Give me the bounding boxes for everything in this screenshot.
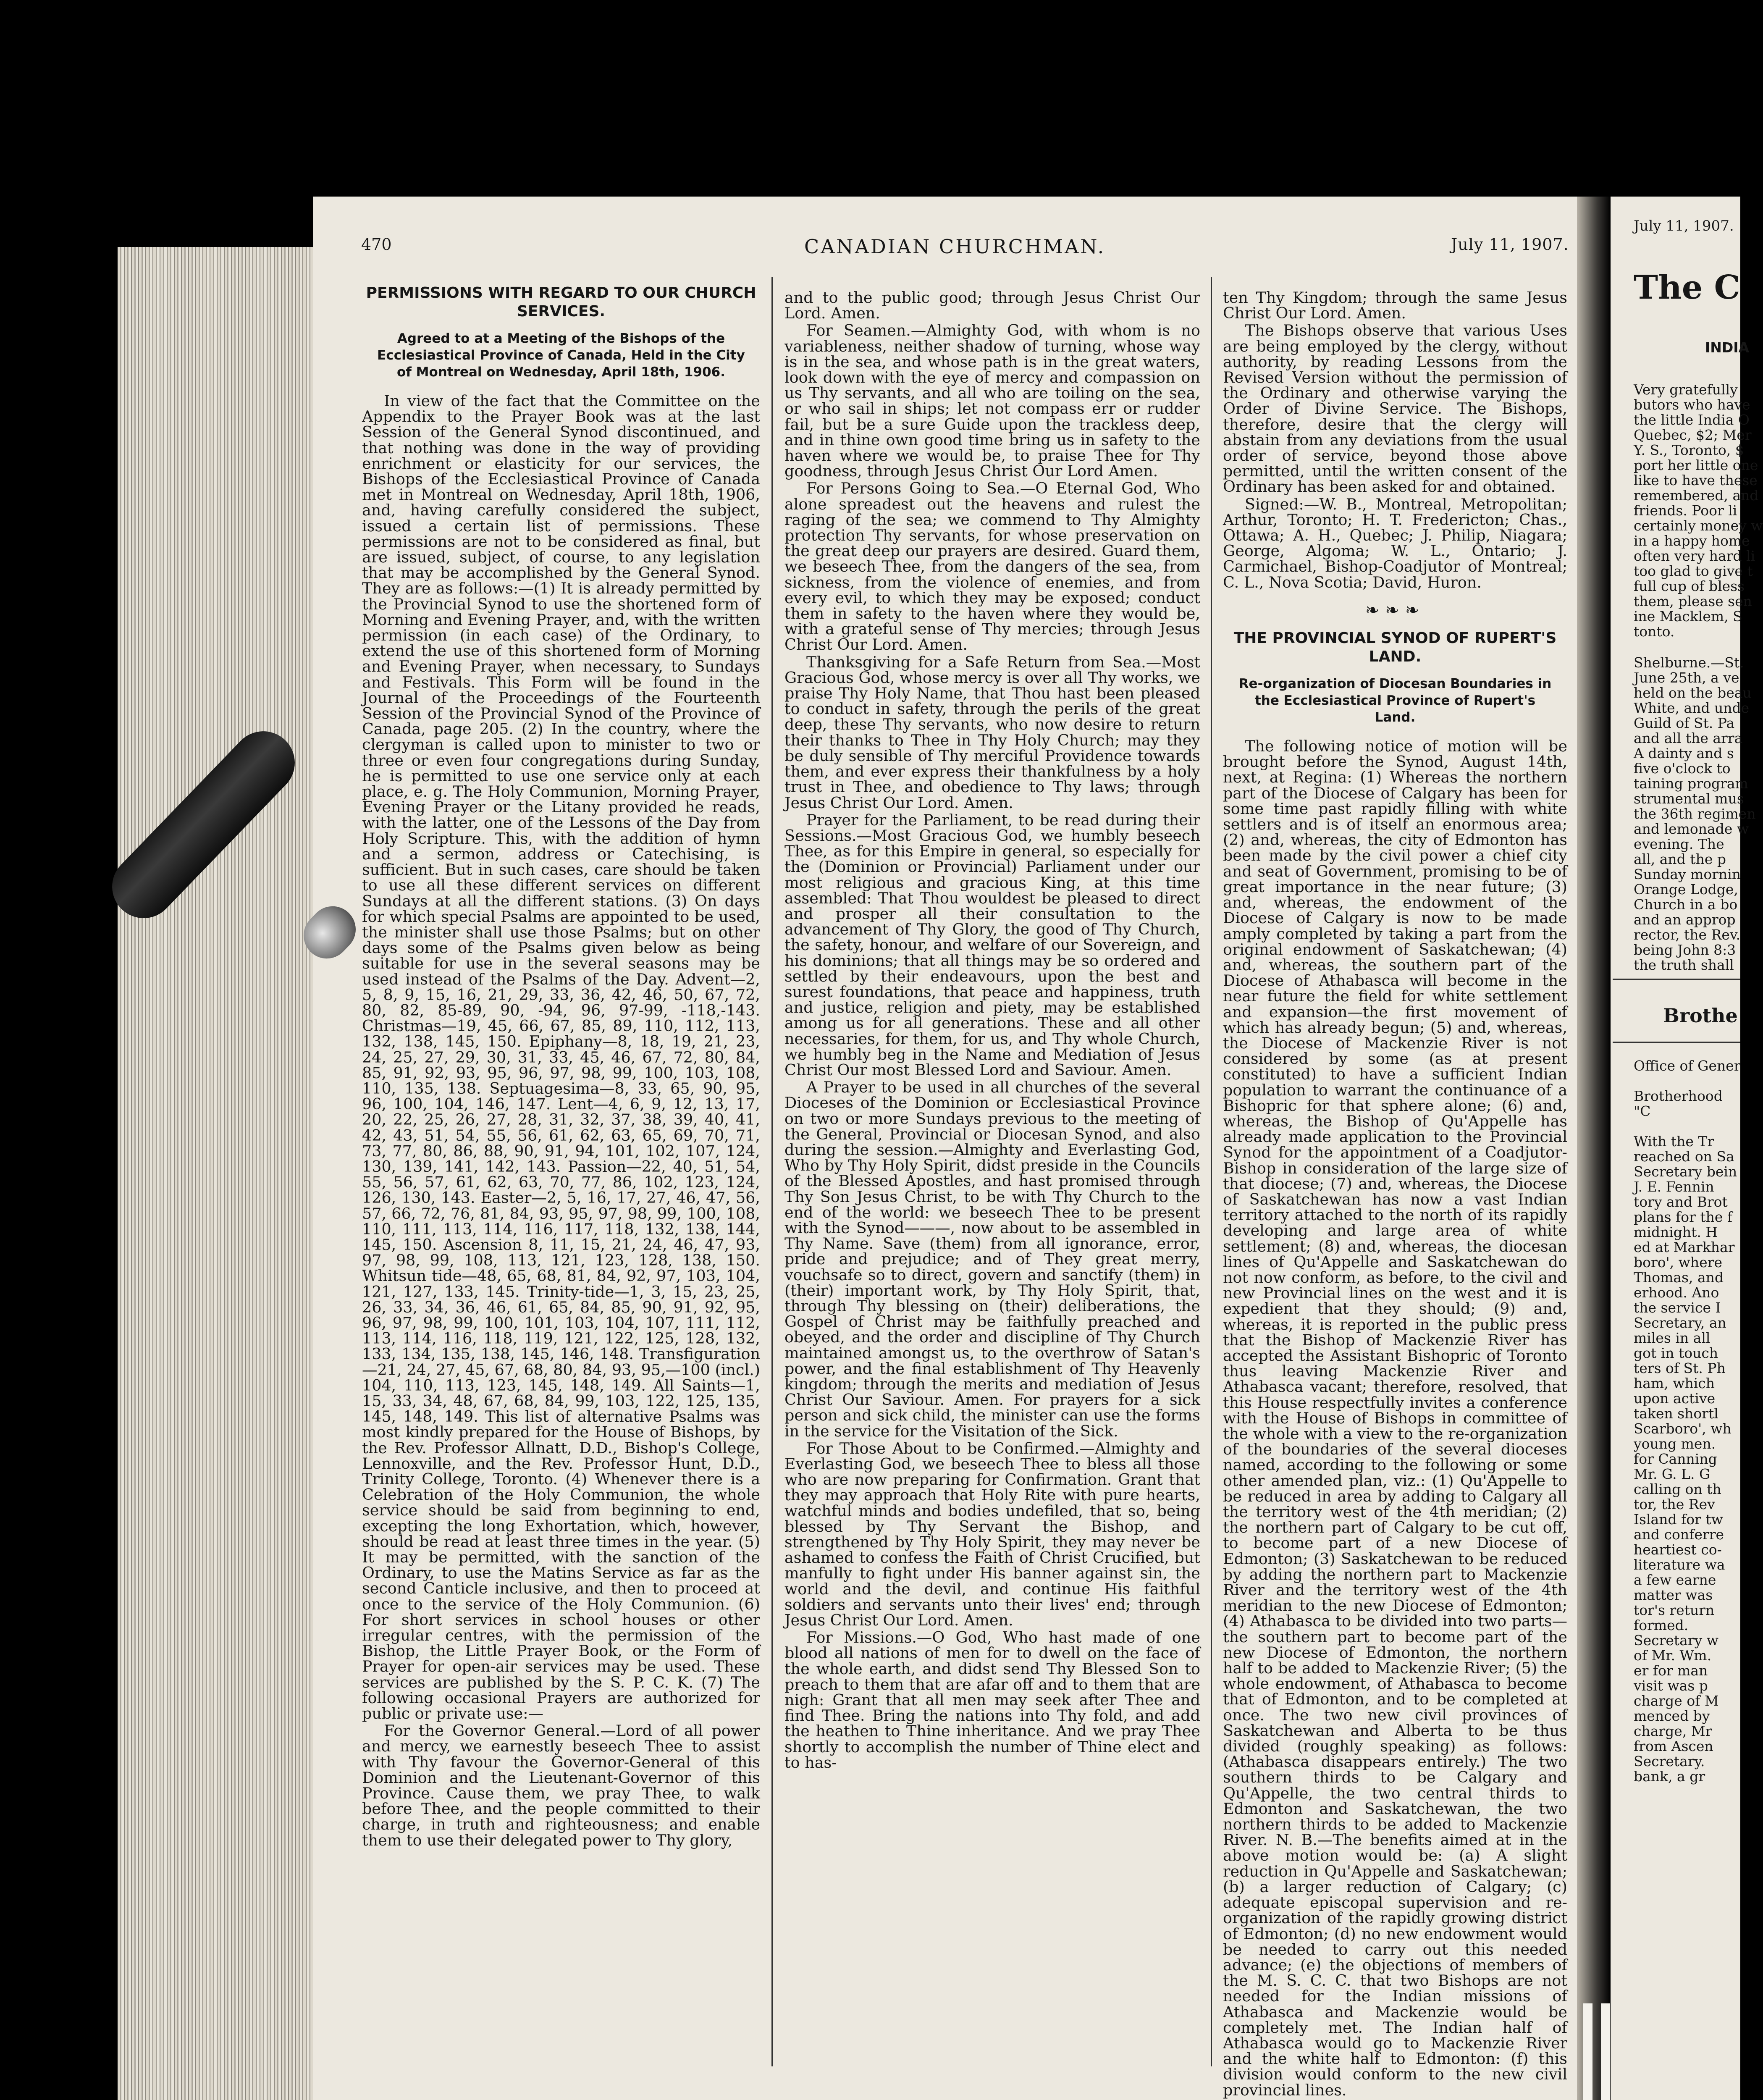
right-section-heading: Brothe (1663, 1004, 1738, 1027)
right-text-line: boro', where (1634, 1254, 1723, 1270)
right-text-line: formed. (1634, 1617, 1689, 1633)
right-text-line: matter was (1634, 1587, 1713, 1603)
running-title: CANADIAN CHURCHMAN. (804, 235, 1106, 258)
right-text-line: visit was p (1634, 1677, 1708, 1694)
page-number: 470 (361, 235, 392, 254)
right-text-line: full cup of bless (1634, 578, 1745, 594)
right-text-line: taken shortl (1634, 1405, 1718, 1422)
right-text-line: and lemonade w (1634, 821, 1749, 837)
right-text-line: heartiest co- (1634, 1541, 1722, 1558)
page-edges (118, 247, 315, 2100)
right-text-line: the little India O (1634, 412, 1750, 428)
paragraph: For the Governor General.—Lord of all power and mercy, we earnestly beseech Thee to assist with Thy favour the Governor-General of this Dominion and the Lieutenant-Governor of this Province. Cause them, we pray Thee, to walk before Thee, and the people committed to their charge, in truth and righteousness; and enable them to use their delegated power to Thy glory, (362, 1722, 760, 1849)
right-text-line: ham, which (1634, 1375, 1715, 1391)
right-text-line: and an approp (1634, 911, 1736, 928)
right-page-date: July 11, 1907. (1634, 218, 1734, 234)
right-text-line: friends. Poor li (1634, 502, 1737, 519)
paragraph: ten Thy Kingdom; through the same Jesus Christ Our Lord. Amen. (1223, 289, 1567, 323)
article-heading: THE PROVINCIAL SYNOD OF RUPERT'S LAND. (1233, 630, 1557, 666)
right-text-line: Very gratefully (1634, 381, 1738, 398)
right-text-line: port her little one (1634, 457, 1758, 473)
paragraph: The Bishops observe that various Uses are being employed by the clergy, without authority, by reading Lessons from the Revised Version without the permission of the Ordinary and otherwise varying the Order of Divine Service. The Bishops, therefore, desire that the clergy will abstain from any deviations from the usual order of service, beyond those above permitted, until the written consent of the Ordinary has been asked for and obtained. (1223, 321, 1567, 496)
right-text-line: Secretary, an (1634, 1315, 1726, 1331)
right-rule (1613, 979, 1740, 980)
column-3 (1223, 290, 1567, 2100)
right-text-line: Guild of St. Pa (1634, 715, 1735, 731)
right-text-line: miles in all (1634, 1330, 1711, 1346)
right-text-line: the 36th regimen (1634, 806, 1756, 822)
paragraph: For Missions.—O God, Who hast made of one blood all nations of men for to dwell on the face of the whole earth, and didst send Thy Blessed Son to preach to them that are afar off and to them that are nigh: Grant that all men may seek after Thee and find Thee. Bring the nations into Thy fold, and add the heathen to Thine inheritance. And we pray Thee shortly to accomplish the number of Thine elect and to has- (784, 1628, 1200, 1772)
right-text-line: ed at Markhar (1634, 1239, 1735, 1255)
right-text-line: Secretary w (1634, 1632, 1719, 1648)
article-heading: PERMISSIONS WITH REGARD TO OUR CHURCH SERVICES. (366, 284, 756, 320)
right-text-line: Shelburne.—St. (1634, 654, 1744, 671)
right-text-line: in a happy home (1634, 533, 1750, 549)
article-subheading: Re-organization of Diocesan Boundaries in the Ecclesiastical Province of Rupert's Land. (1238, 676, 1552, 725)
right-text-line: A dainty and s (1634, 745, 1734, 761)
right-text-line: remembered, and (1634, 487, 1759, 504)
right-text-line: all, and the p (1634, 851, 1726, 867)
right-text-line: Island for tw (1634, 1511, 1723, 1528)
right-column-text (1634, 382, 1763, 639)
right-text-line: Orange Lodge, (1634, 881, 1738, 898)
book-gutter (1577, 197, 1611, 2100)
paragraph: For Seamen.—Almighty God, with whom is no variableness, neither shadow of turning, whose way is in the sea, and whose path is in the great waters, look down with the eye of mercy and compassion on us Thy servants, and all who are toiling on the sea, or who sail in ships; let not compass err or rudder fail, but be a sure Guide upon the trackless deep, and in thine own good time bring us in safety to the haven where we would be, to praise Thee for Thy goodness, through Jesus Christ Our Lord Amen. (784, 321, 1200, 480)
right-text-line (1634, 1119, 1741, 1134)
right-text-line: and conferre (1634, 1526, 1724, 1543)
right-text-line: for Canning (1634, 1451, 1717, 1467)
right-text-line: ters of St. Ph (1634, 1360, 1726, 1376)
right-text-line: menced by (1634, 1708, 1710, 1724)
right-text-line: With the Tr (1634, 1133, 1714, 1150)
right-text-line: Mr. G. L. G (1634, 1466, 1711, 1482)
paragraph: In view of the fact that the Committee on the Appendix to the Prayer Book was at the last Session of the General Synod discontinued, and that nothing was done in the way of providing enrichment or elasticity for our services, the Bishops of the Ecclesiastical Province of Canada met in Montreal on Wednesday, April 18th, 1906, and, having carefully considered the subject, issued a certain list of permissions. These permissions are not to be considered as final, but are issued, subject, of course, to any legislation that may be accomplished by the General Synod. They are as follows:—(1) It is already permitted by the Provincial Synod to use the shortened form of Morning and Evening Prayer, and, with the written permission (in each case) of the Ordinary, to extend the use of this shortened form of Morning and Evening Prayer, when necessary, to Sundays and Festivals. This Form will be found in the Journal of the Proceedings of the Fourteenth Session of the Provincial Synod of the Province of Canada, page 205. (2) In the country, where the clergyman is called upon to minister to two or three or even four congregations during Sunday, he is permitted to use one service only at each place, e. g. The Holy Communion, Morning Prayer, Evening Prayer or the Litany provided he reads, with the latter, one of the Lessons of the Day from Holy Scripture. This, with the addition of hymn and a sermon, address or Catechising, is sufficient. But in such cases, care should be taken to use all these different services on different Sundays at all the different stations. (3) On days for which special Psalms are appointed to be used, the minister shall use those Psalms; but on other days some of the Psalms given below as being suitable for use in the several seasons may be used instead of the Psalms of the Day. Advent—2, 5, 8, 9, 15, 16, 21, 29, 33, 36, 42, 46, 50, 67, 72, 80, 82, 85-89, 90, -94, 96, 97-99, -118,-143. Christmas—19, 45, 66, 67, 85, 89, 110, 112, 113, 132, 138, 145, 150. Epiphany—8, 18, 19, 21, 23, 24, 25, 27, 29, 30, 31, 33, 45, 46, 67, 72, 80, 84, 85, 91, 92, 93, 95, 96, 97, 98, 99, 100, 103, 108, 110, 135, 138. Septuagesima—8, 33, 65, 90, 95, 96, 100, 104, 146, 147. Lent—4, 6, 9, 12, 13, 17, 20, 22, 25, 26, 27, 28, 31, 32, 37, 38, 39, 40, 41, 42, 43, 51, 54, 55, 56, 61, 62, 63, 65, 69, 70, 71, 73, 77, 80, 86, 88, 90, 91, 94, 101, 102, 107, 124, 130, 139, 141, 142, 143. Passion—22, 40, 51, 54, 55, 56, 57, 61, 62, 63, 70, 77, 86, 102, 123, 124, 126, 130, 143. Easter—2, 5, 16, 17, 27, 46, 47, 56, 57, 66, 72, 76, 81, 84, 93, 95, 97, 98, 99, 100, 108, 110, 111, 113, 114, 116, 117, 118, 132, 138, 144, 145, 150. Ascension 8, 11, 15, 21, 24, 46, 47, 93, 97, 98, 99, 108, 113, 121, 123, 128, 138, 150. Whitsun tide—48, 65, 68, 81, 84, 92, 97, 103, 104, 121, 127, 133, 145. Trinity-tide—1, 3, 15, 23, 25, 26, 33, 34, 36, 46, 61, 65, 84, 85, 90, 91, 92, 95, 96, 97, 98, 99, 100, 101, 103, 104, 107, 111, 112, 113, 114, 116, 118, 119, 121, 122, 125, 128, 132, 133, 134, 135, 138, 145, 146, 148. Transfiguration—21, 24, 27, 45, 67, 68, 80, 84, 93, 95,—100 (incl.) 104, 110, 113, 123, 145, 148, 149. All Saints—1, 15, 33, 34, 48, 67, 68, 84, 99, 103, 122, 125, 135, 145, 148, 149. This list of alternative Psalms was most kindly prepared for the House of Bishops, by the Rev. Professor Allnatt, D.D., Bishop's College, Lennoxville, and the Rev. Professor Hunt, D.D., Trinity College, Toronto. (4) Whenever there is a Celebration of the Holy Communion, the whole service should be said from beginning to end, excepting the long Exhortation, which, however, should be read at least three times in the year. (5) It may be permitted, with the sanction of the Ordinary, to use the Matins Service as far as the second Canticle inclusive, and then to proceed at once to the service of the Holy Communion. (6) For short services in school houses or other irregular centres, with the permission of the Bishop, the Little Prayer Book, or the Form of Prayer for open-air services may be used. These services are published by the S. P. C. K. (7) The following occasional Prayers are authorized for public or private use:— (362, 392, 760, 1723)
film-edge (1583, 2003, 1592, 2100)
article-subheading: Agreed to at a Meeting of the Bishops of the Ecclesiastical Province of Canada, Held in the City of Montreal on Wednesday, April 18th, 1906. (377, 331, 745, 380)
column-1 (362, 273, 760, 2100)
right-text-line: J. E. Fennin (1634, 1179, 1714, 1195)
right-text-line: literature wa (1634, 1557, 1725, 1573)
right-text-line: the service I (1634, 1299, 1721, 1316)
right-text-line: Brotherhood (1634, 1088, 1723, 1104)
right-text-line: Sunday mornin (1634, 866, 1741, 882)
right-column-text (1634, 1058, 1741, 1784)
right-text-line: certainly money w (1634, 517, 1763, 534)
right-page-title: The C (1634, 268, 1740, 307)
column-rule (771, 277, 773, 2066)
right-text-line: tory and Brot (1634, 1194, 1728, 1210)
right-text-line: June 25th, a ve (1634, 669, 1739, 686)
right-text-line: bank, a gr (1634, 1768, 1705, 1785)
right-section-heading: INDIA (1705, 339, 1750, 356)
signatories: Signed:—W. B., Montreal, Metropolitan; Arthur, Toronto; H. T. Fredericton; Chas., Ottawa; A. H., Quebec; J. Philip, Niagara; George, Algoma; W. L., Ontario; J. Carmichael, Bishop-Coadjutor of Montreal; C. L., Nova Scotia; David, Huron. (1223, 495, 1567, 591)
right-text-line: from Ascen (1634, 1738, 1713, 1754)
right-text-line: White, and unde (1634, 700, 1750, 716)
paragraph: Thanksgiving for a Safe Return from Sea.—Most Gracious God, whose mercy is over all Thy works, we praise Thy Holy Name, that Thou hast been pleased to conduct in safety, through the perils of the great deep, these Thy servants, who now desire to return their thanks to Thee in Thy Holy Church; may they be duly sensible of Thy merciful Providence towards them, and ever express their thankfulness by a holy trust in Thee, and obedience to Thy laws; through Jesus Christ Our Lord. Amen. (784, 653, 1200, 812)
right-text-line: held on the beau (1634, 685, 1752, 701)
right-text-line: Scarboro', wh (1634, 1420, 1732, 1437)
right-text-line: tor's return (1634, 1602, 1715, 1618)
right-text-line: butors who have (1634, 396, 1750, 413)
paragraph: and to the public good; through Jesus Christ Our Lord. Amen. (784, 289, 1200, 323)
right-text-line: Secretary. (1634, 1753, 1705, 1769)
right-text-line: rector, the Rev. (1634, 927, 1741, 943)
right-text-line: strumental mus (1634, 790, 1744, 807)
paragraph: The following notice of motion will be brought before the Synod, August 14th, next, at Regina: (1) Whereas the northern part of the Diocese of Calgary has been for some time past rapidly filling with white settlers and is of itself an enormous area; (2) and, whereas, the city of Edmonton has been made by the civil power a chief city and seat of Government, promising to be of great importance in the near future; (3) and, whereas, the endowment of the Diocese of Calgary is now to be made amply completed by taking a part from the original endowment of Saskatchewan; (4) and, whereas, the southern part of the Diocese of Athabasca will become in the near future the field for white settlement and expansion—the first movement of which has already begun; (5) and, whereas, the Diocese of Mackenzie River is not considered by some (as at present constituted) to have a sufficient Indian population to warrant the continuance of a Bishopric for that sphere alone; (6) and, whereas, the Bishop of Qu'Appelle has already made application to the Provincial Synod for the appointment of a Coadjutor-Bishop in consideration of the large size of that diocese; (7) and, whereas, the Diocese of Saskatchewan has now a vast Indian territory attached to the north of its rapidly developing and large area of white settlement; (8) and, whereas, the diocesan lines of Qu'Appelle and Saskatchewan do not now conform, as before, to the civil and new Provincial lines on the west and it is expedient that they should; (9) and, whereas, it is reported in the public press that the Bishop of Mackenzie River has accepted the Assistant Bishopric of Toronto thus leaving Mackenzie River and Athabasca vacant; therefore, resolved, that this House respectfully invites a conference with the House of Bishops in committee of the whole with a view to the re-organization of the boundaries of the several dioceses named, according to the following or some other amended plan, viz.: (1) Qu'Appelle to be reduced in area by adding to Calgary all the territory west of the 4th meridian; (2) the northern part of Calgary to be cut off, to become part of a new Diocese of Edmonton; (3) Saskatchewan to be reduced by adding the northern part to Mackenzie River and the territory west of the 4th meridian to the new Diocese of Edmonton; (4) Athabasca to be divided into two parts—the southern part to become part of the new Diocese of Edmonton, the northern half to be added to Mackenzie River; (5) the whole endowment, of Athabasca to become that of Edmonton, and to be completed at once. The two new civil provinces of Saskatchewan and Alberta to be thus divided (roughly speaking) as follows: (Athabasca disappears entirely.) The two southern thirds to be Calgary and Qu'Appelle, the two central thirds to Edmonton and Saskatchewan, the two northern thirds to be added to Mackenzie River. N. B.—The benefits aimed at in the above motion would be: (a) A slight reduction in Qu'Appelle and Saskatchewan; (b) a larger reduction of Calgary; (c) adequate episcopal supervision and re-organization of the rapidly growing district of Edmonton; (d) no new endowment would be needed to carry out this needed advance; (e) the objections of members of the M. S. C. C. that two Bishops are not needed for the Indian missions of Athabasca and Mackenzie would be completely met. The Indian half of Athabasca would go to Mackenzie River and the white half to Edmonton: (f) this division would conform to the new civil provincial lines. (1223, 737, 1567, 2099)
right-text-line: too glad to give t (1634, 563, 1753, 579)
right-text-line: Y. S., Toronto, $ (1634, 442, 1744, 458)
right-rule (1613, 1042, 1740, 1043)
right-text-line: young men. (1634, 1436, 1716, 1452)
right-text-line: evening. The (1634, 836, 1724, 852)
right-text-line: reached on Sa (1634, 1148, 1734, 1165)
right-text-line: Secretary bein (1634, 1163, 1737, 1180)
paragraph: For Persons Going to Sea.—O Eternal God, Who alone spreadest out the heavens and rulest the raging of the sea; we commend to Thy Almighty protection Thy servants, for whose preservation on the great deep our prayers are desired. Guard them, we beseech Thee, from the dangers of the sea, from sickness, from the violence of enemies, and from every evil, to which they may be exposed; conduct them in safety to the haven where they would be, with a grateful sense of Thy mercies; through Jesus Christ Our Lord. Amen. (784, 479, 1200, 654)
column-rule (1211, 277, 1212, 2066)
right-text-line: upon active (1634, 1390, 1716, 1407)
right-text-line: er for man (1634, 1662, 1708, 1679)
right-text-line: of Mr. Wm. (1634, 1647, 1712, 1664)
right-text-line: five o'clock to (1634, 760, 1731, 777)
ornament-divider: ❧❧❧ (1365, 600, 1425, 620)
right-text-line: them, please sen (1634, 593, 1752, 609)
right-text-line: tonto. (1634, 623, 1675, 640)
right-text-line: "C (1634, 1103, 1651, 1119)
right-text-line: Quebec, $2; Mer (1634, 427, 1752, 443)
paragraph: A Prayer to be used in all churches of the several Dioceses of the Dominion or Ecclesiastical Province on two or more Sundays previous to the meeting of the General, Provincial or Diocesan Synod, and also during the session.—Almighty and Everlasting God, Who by Thy Holy Spirit, didst preside in the Councils of the Blessed Apostles, and hast promised through Thy Son Jesus Christ, to be with Thy Church to the end of the world: we beseech Thee to be present with the Synod———, now about to be assembled in Thy Name. Save (them) from all ignorance, error, pride and prejudice; and of They great merry, vouchsafe so to direct, govern and sanctify (them) in (their) important work, by Thy Holy Spirit, that, through Thy blessing on (their) deliberations, the Gospel of Christ may be faithfully preached and obeyed, and the order and discipline of Thy Church maintained amongst us, to the overthrow of Satan's power, and the final establishment of Thy Heavenly kingdom; through the merits and mediation of Jesus Christ Our Saviour. Amen. For prayers for a sick person and sick child, the minister can use the forms in the service for the Visitation of the Sick. (784, 1078, 1200, 1440)
film-edge (1601, 2003, 1610, 2100)
page-date: July 11, 1907. (1451, 235, 1569, 254)
column-2 (784, 290, 1200, 2100)
right-text-line: midnight. H (1634, 1224, 1718, 1240)
right-text-line: charge, Mr (1634, 1723, 1712, 1739)
right-text-line: tor, the Rev (1634, 1496, 1715, 1512)
right-text-line (1634, 1074, 1741, 1089)
right-text-line: the truth shall (1634, 957, 1734, 973)
paragraph: For Those About to be Confirmed.—Almighty and Everlasting God, we beseech Thee to bless all those who are now preparing for Confirmation. Grant that they may approach that Holy Rite with pure hearts, watchful minds and bodies undefiled, that so, being blessed by Thy Servant the Bishop, and strengthened by Thy Holy Spirit, they may never be ashamed to confess the Faith of Christ Crucified, but manfully to fight under His banner against sin, the world and the devil, and continue His faithful soldiers and servants unto their lives' end; through Jesus Christ Our Lord. Amen. (784, 1439, 1200, 1630)
right-text-line: plans for the f (1634, 1209, 1733, 1225)
paragraph: Prayer for the Parliament, to be read during their Sessions.—Most Gracious God, we humbly beseech Thee, as for this Empire in general, so especially for the (Dominion or Provincial) Parliament under our most religious and gracious King, at this time assembled: That Thou wouldest be pleased to direct and prosper all their consultation to the advancement of Thy Glory, the good of Thy Church, the safety, honour, and welfare of our Sovereign, and his dominions; that all things may be so ordered and settled by their endeavours, upon the best and surest foundations, that peace and happiness, truth and justice, religion and piety, may be established among us for all generations. These and all other necessaries, for them, for us, and Thy whole Church, we humbly beg in the Name and Mediation of Jesus Christ Our most Blessed Lord and Saviour. Amen. (784, 811, 1200, 1079)
right-text-line: taining program (1634, 775, 1748, 792)
right-text-line: like to have these (1634, 472, 1758, 488)
right-column-text (1634, 655, 1756, 973)
right-text-line: calling on th (1634, 1481, 1721, 1497)
right-text-line: Thomas, and (1634, 1269, 1724, 1286)
right-text-line: Office of Gener (1634, 1058, 1741, 1074)
right-text-line: erhood. Ano (1634, 1284, 1719, 1301)
right-text-line: a few earne (1634, 1572, 1716, 1588)
right-text-line: often very hard li (1634, 548, 1755, 564)
right-text-line: ine Macklem, S (1634, 608, 1742, 625)
right-text-line: got in touch (1634, 1345, 1718, 1361)
right-text-line: and all the arra (1634, 730, 1743, 746)
right-text-line: charge of M (1634, 1693, 1719, 1709)
right-text-line: being John 8:3 (1634, 942, 1736, 958)
right-text-line: Church in a bo (1634, 896, 1738, 913)
